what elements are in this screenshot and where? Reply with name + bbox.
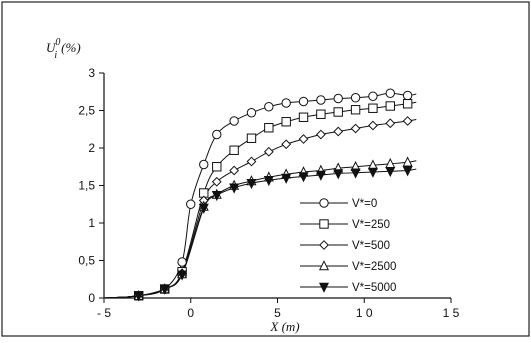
series-0-point xyxy=(282,99,290,107)
x-tick-label: - 5 xyxy=(96,306,112,320)
series-1-point xyxy=(351,106,359,114)
series-1-point xyxy=(334,108,342,116)
series-0-point xyxy=(178,258,186,266)
x-tick-label: 1 5 xyxy=(442,306,460,320)
series-0-point xyxy=(369,92,377,100)
series-1-point xyxy=(386,102,394,110)
y-axis-title-sub: i xyxy=(54,50,58,61)
series-0-point xyxy=(230,117,238,125)
legend-marker-0 xyxy=(320,199,328,207)
y-axis-title-sup: 0 xyxy=(55,37,61,48)
x-tick-label: 5 xyxy=(274,306,281,320)
series-1-point xyxy=(317,110,325,118)
series-0-point xyxy=(334,94,342,102)
series-0-point xyxy=(351,94,359,102)
series-0-point xyxy=(317,96,325,104)
x-tick-label: 0 xyxy=(187,306,195,320)
y-tick-label: 0,5 xyxy=(78,253,95,268)
series-0-point xyxy=(265,103,273,111)
series-0-point xyxy=(386,89,394,97)
legend-label-4: V*=5000 xyxy=(352,282,397,294)
y-tick-label: 0 xyxy=(88,291,95,305)
series-0-point xyxy=(187,200,195,208)
x-tick-label: 1 0 xyxy=(355,306,373,320)
series-0-point xyxy=(213,130,221,138)
series-0-point xyxy=(403,91,411,99)
series-0-point xyxy=(200,160,208,168)
series-1-point xyxy=(230,146,238,154)
legend-label-1: V*=250 xyxy=(352,219,391,231)
series-0-point xyxy=(299,97,307,105)
legend-label-2: V*=500 xyxy=(352,240,391,252)
series-1-point xyxy=(299,113,307,121)
series-1-point xyxy=(369,104,377,112)
series-1-point xyxy=(213,163,221,171)
series-1-point xyxy=(403,100,411,108)
y-tick-label: 2,5 xyxy=(78,103,95,118)
series-1-point xyxy=(265,124,273,132)
series-0-point xyxy=(247,109,255,117)
y-tick-label: 1,5 xyxy=(78,178,95,193)
y-tick-label: 1 xyxy=(88,216,95,230)
legend-label-0: V*=0 xyxy=(352,198,378,210)
y-tick-label: 3 xyxy=(88,66,95,80)
y-tick-label: 2 xyxy=(88,141,95,155)
legend-label-3: V*=2500 xyxy=(352,261,397,273)
figure-border xyxy=(2,2,529,336)
legend-marker-1 xyxy=(320,220,328,228)
y-axis-title-unit: (%) xyxy=(61,40,81,55)
series-1-point xyxy=(282,118,290,126)
x-axis-title: X (m) xyxy=(270,319,300,334)
series-1-point xyxy=(247,134,255,142)
y-axis-title-main: U xyxy=(46,40,56,55)
